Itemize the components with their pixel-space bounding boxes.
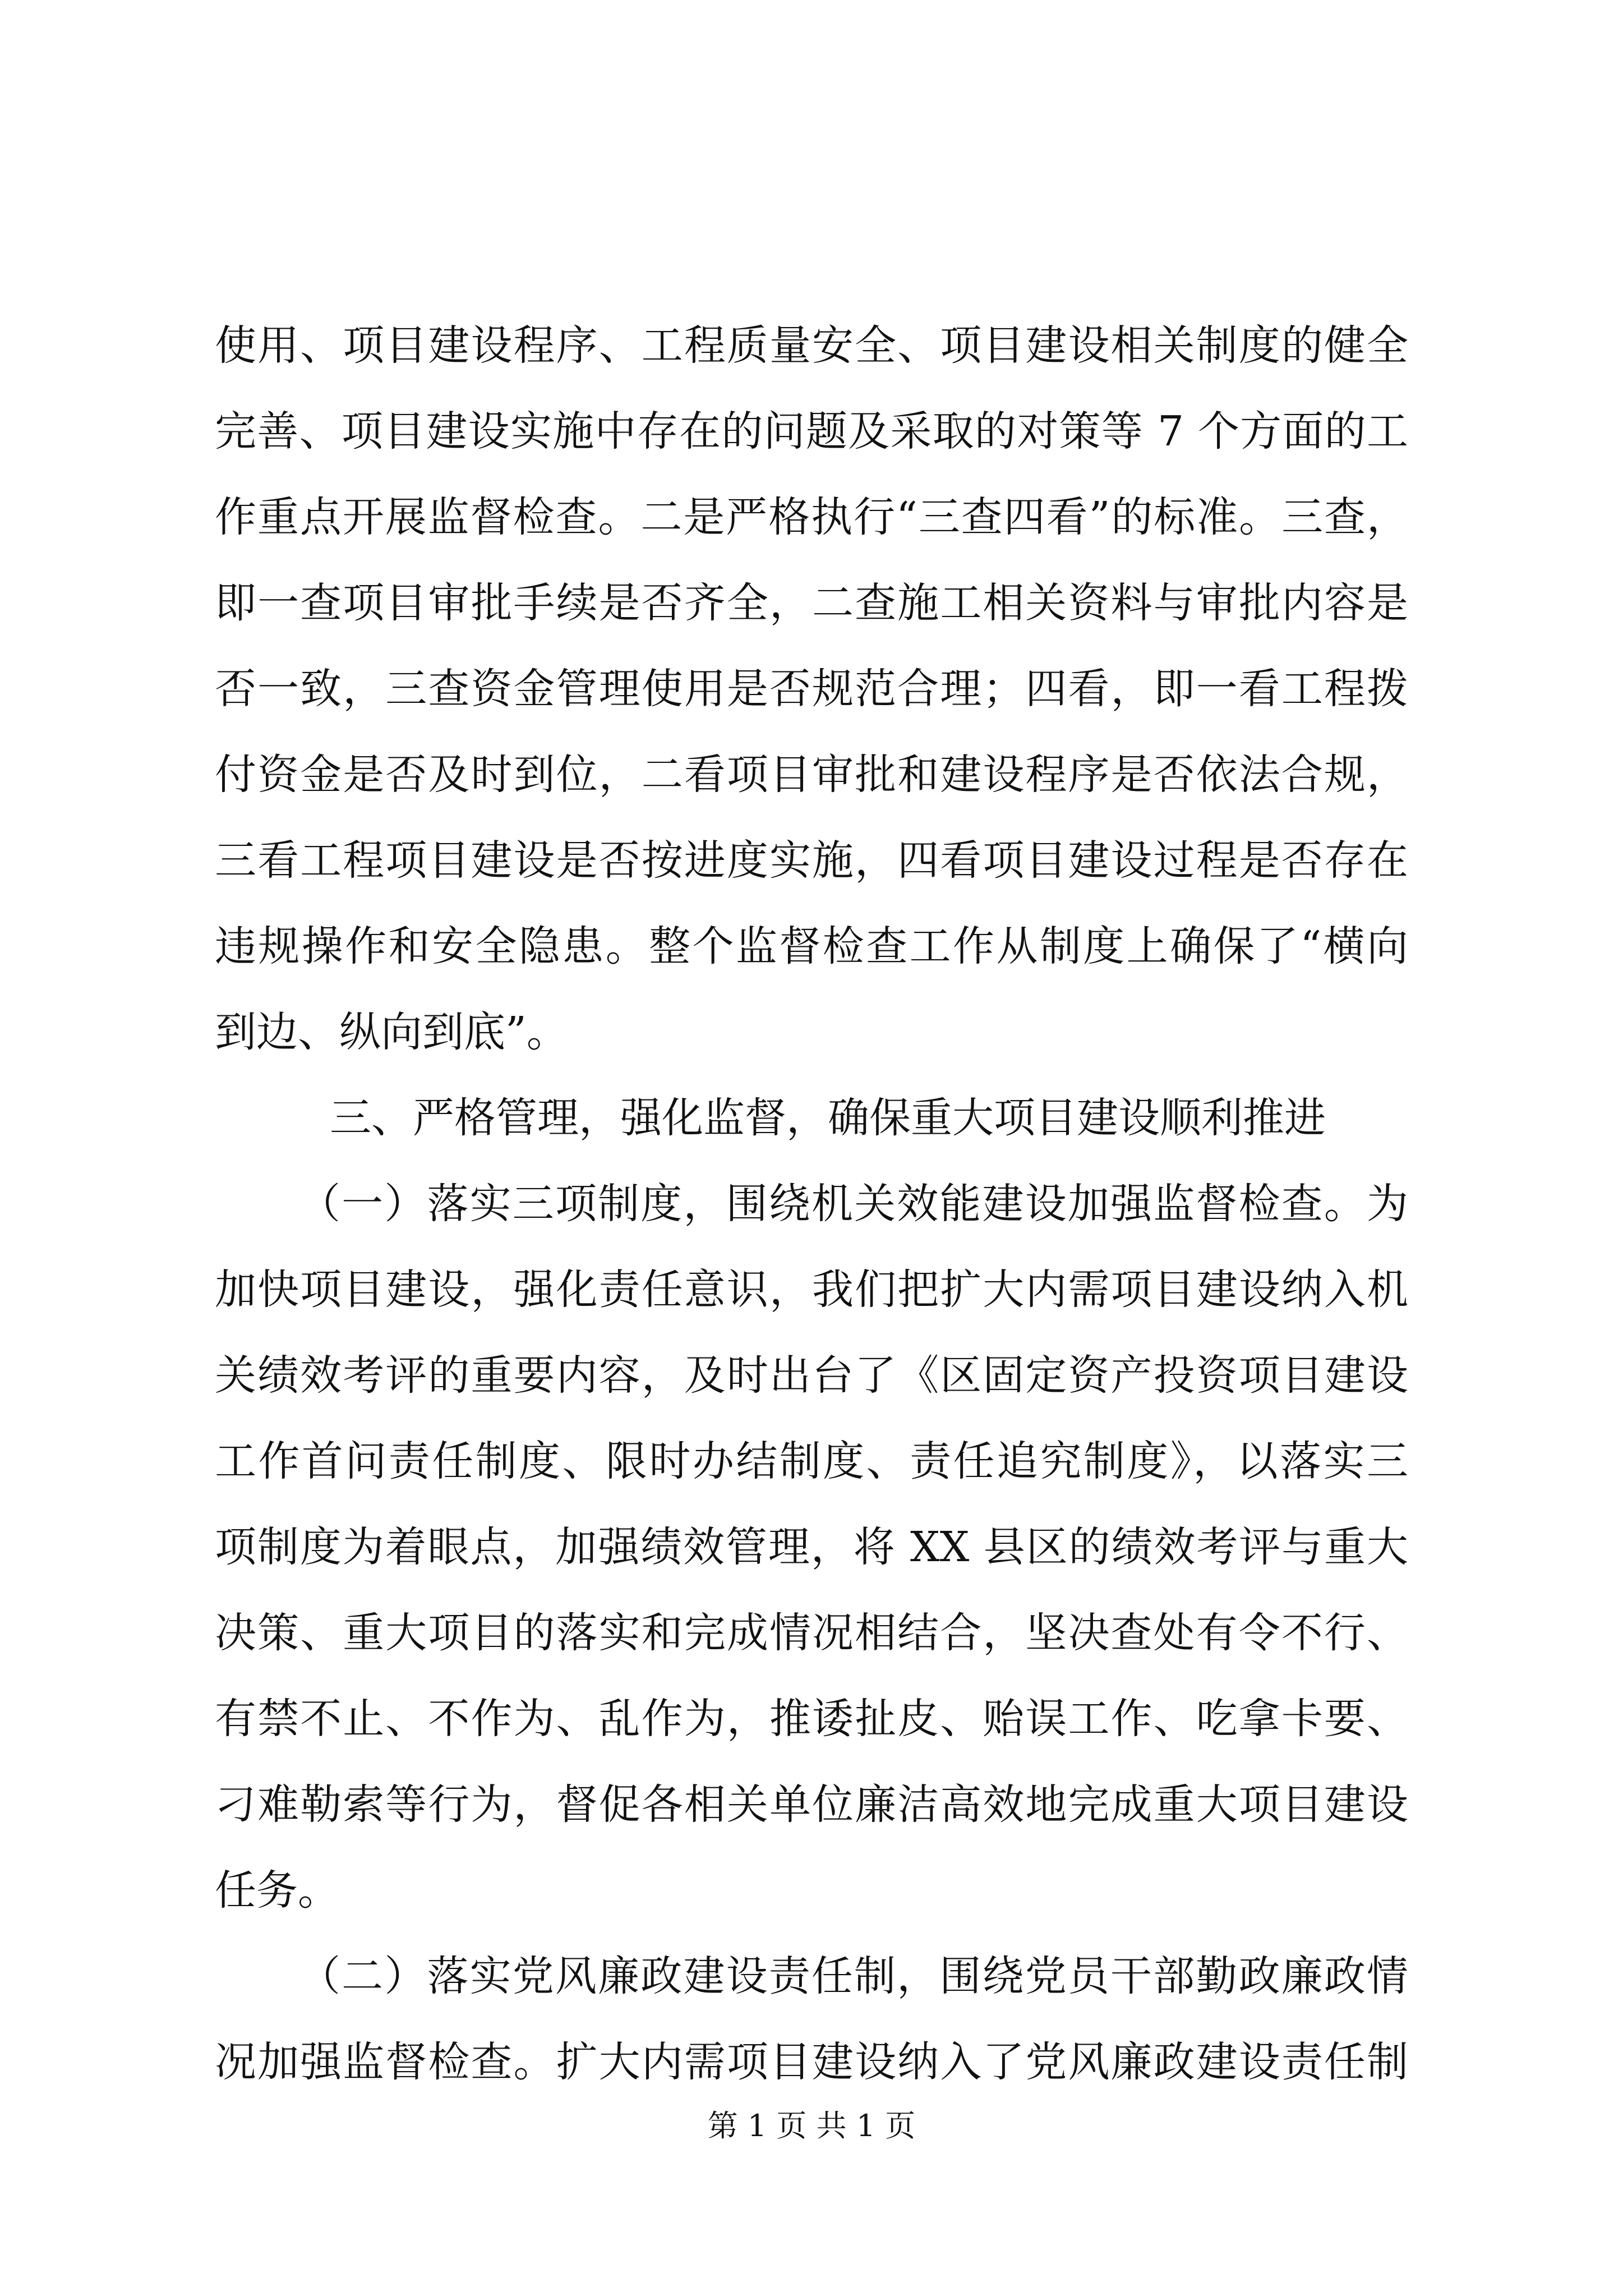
document-body <box>215 303 1408 2105</box>
text-line: 关绩效考评的重要内容，及时出台了《区固定资产投资项目建设 <box>215 1351 1408 1400</box>
text-line: 加快项目建设，强化责任意识，我们把扩大内需项目建设纳入机 <box>215 1266 1408 1314</box>
text-line: 作重点开展监督检查。二是严格执行“三查四看”的标准。三查， <box>215 493 1408 541</box>
text-line: 决策、重大项目的落实和完成情况相结合，坚决查处有令不行、 <box>215 1609 1408 1657</box>
text-line: 违规操作和安全隐患。整个监督检查工作从制度上确保了“横向 <box>215 922 1408 970</box>
text-line-paragraph-end: 任务。 <box>215 1866 339 1915</box>
text-line: 使用、项目建设程序、工程质量安全、项目建设相关制度的健全 <box>215 321 1408 370</box>
text-line: 况加强监督检查。扩大内需项目建设纳入了党风廉政建设责任制 <box>215 2038 1408 2086</box>
text-line: 刁难勒索等行为，督促各相关单位廉洁高效地完成重大项目建设 <box>215 1780 1408 1829</box>
page-footer: 第 1 页 共 1 页 <box>707 2108 916 2143</box>
text-line: 三看工程项目建设是否按进度实施，四看项目建设过程是否存在 <box>215 836 1408 885</box>
section-heading: 三、严格管理，强化监督，确保重大项目建设顺利推进 <box>330 1094 1326 1142</box>
text-line: 有禁不止、不作为、乱作为，推诿扯皮、贻误工作、吃拿卡要、 <box>215 1695 1408 1743</box>
text-line: 即一查项目审批手续是否齐全，二查施工相关资料与审批内容是 <box>215 579 1408 627</box>
paragraph-first-line: （二）落实党风廉政建设责任制，围绕党员干部勤政廉政情 <box>299 1952 1408 2000</box>
text-line: 否一致，三查资金管理使用是否规范合理；四看，即一看工程拨 <box>215 665 1408 713</box>
text-line: 付资金是否及时到位，二看项目审批和建设程序是否依法合规， <box>215 751 1408 799</box>
text-line: 工作首问责任制度、限时办结制度、责任追究制度》，以落实三 <box>215 1437 1408 1485</box>
paragraph-first-line: （一）落实三项制度，围绕机关效能建设加强监督检查。为 <box>299 1180 1408 1228</box>
text-line: 完善、项目建设实施中存在的问题及采取的对策等 7 个方面的工 <box>215 407 1408 455</box>
text-line-paragraph-end: 到边、纵向到底”。 <box>215 1008 568 1056</box>
text-line: 项制度为着眼点，加强绩效管理，将 XX 县区的绩效考评与重大 <box>215 1523 1408 1571</box>
